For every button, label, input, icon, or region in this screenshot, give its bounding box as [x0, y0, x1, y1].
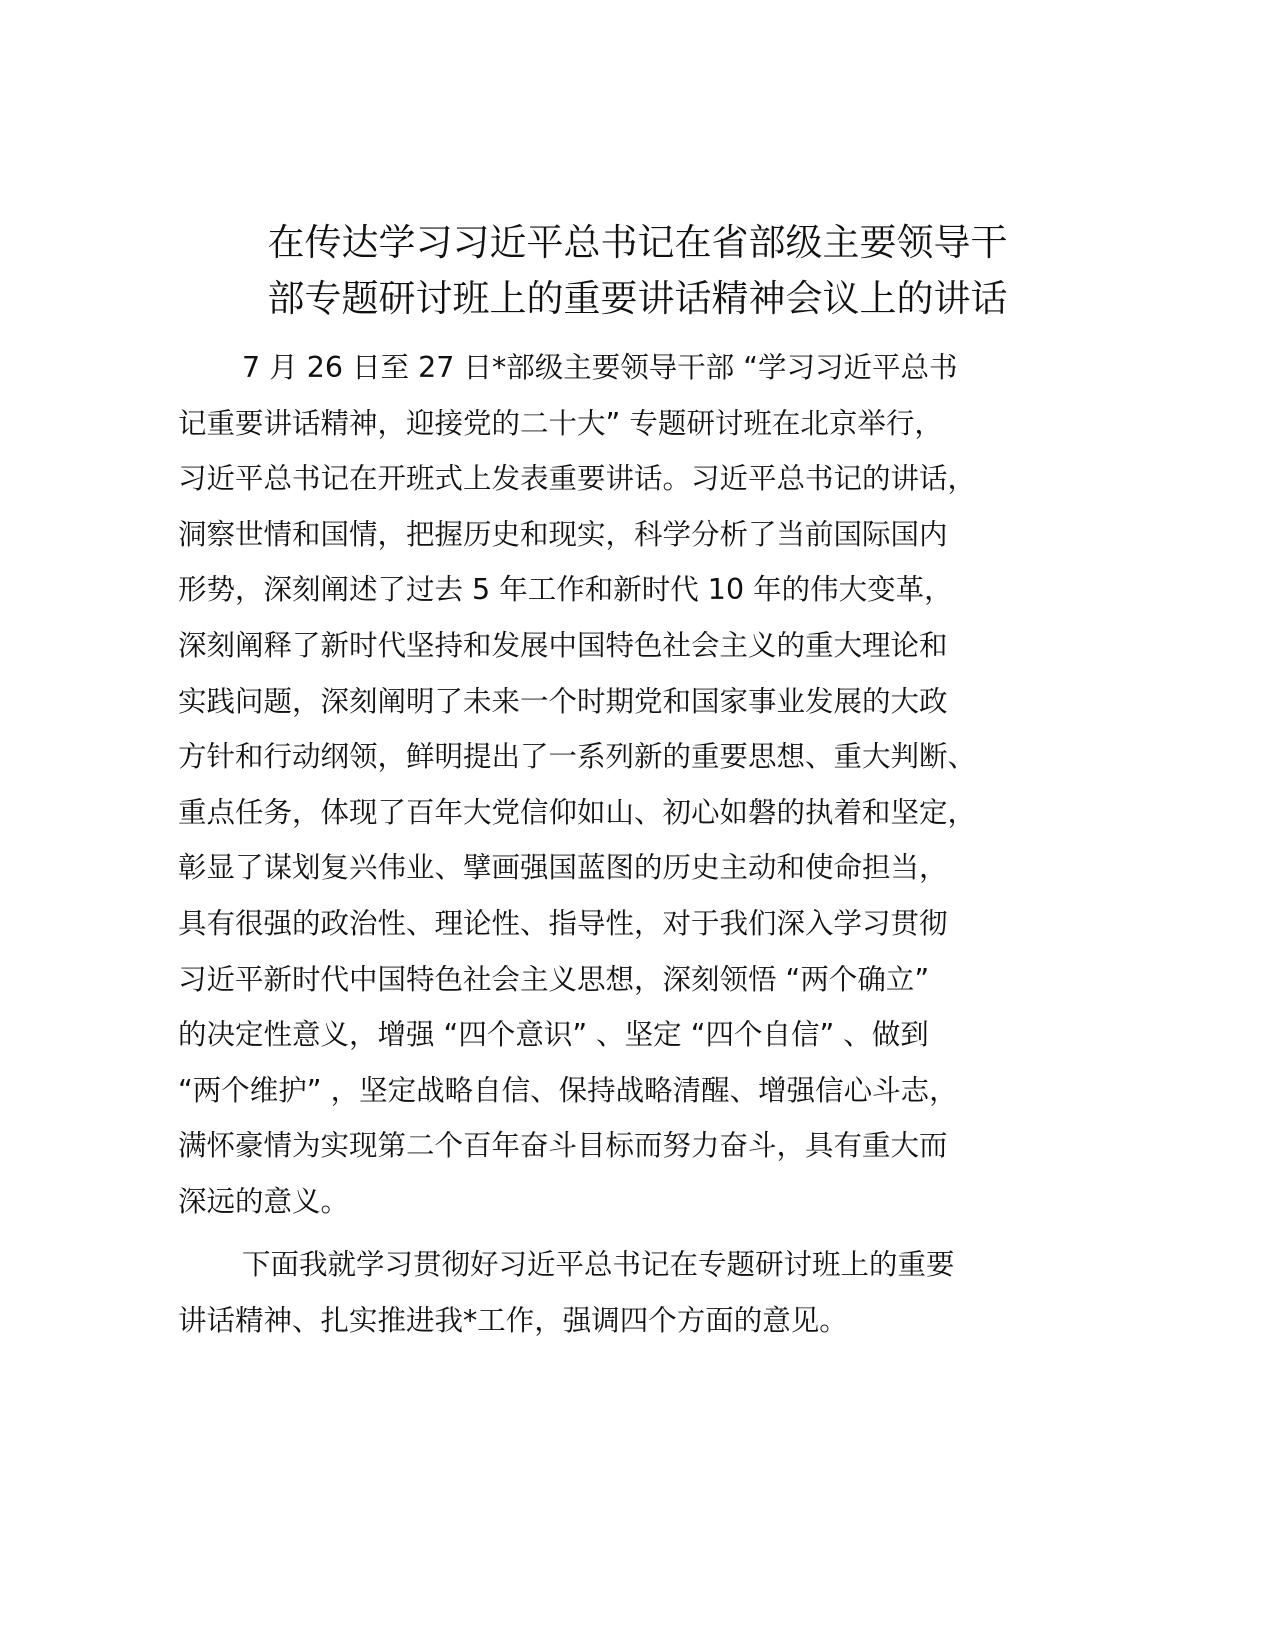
paragraph-line: 的决定性意义，增强 “四个意识” 、坚定 “四个自信” 、做到 [178, 1018, 929, 1052]
paragraph-line: 深远的意义。 [178, 1184, 350, 1218]
title-line: 部专题研讨班上的重要讲话精神会议上的讲话 [267, 277, 1008, 320]
paragraph-line: 习近平新时代中国特色社会主义思想，深刻领悟 “两个确立” [178, 962, 930, 996]
paragraph-line: 讲话精神、扎实推进我*工作，强调四个方面的意见。 [178, 1303, 848, 1337]
paragraph-line: 具有很强的政治性、理论性、指导性，对于我们深入学习贯彻 [178, 906, 948, 940]
paragraph-line: 形势，深刻阐述了过去 5 年工作和新时代 10 年的伟大变革， [178, 573, 953, 607]
document-title [0, 215, 1275, 327]
paragraph-line: 彰显了谋划复兴伟业、擘画强国蓝图的历史主动和使命担当， [178, 851, 948, 885]
paragraph-line: 记重要讲话精神，迎接党的二十大” 专题研讨班在北京举行， [178, 406, 943, 440]
paragraph-line: 深刻阐释了新时代坚持和发展中国特色社会主义的重大理论和 [178, 628, 948, 662]
paragraph-line: 7 月 26 日至 27 日*部级主要领导干部 “学习习近平总书 [242, 351, 958, 384]
paragraph-line: “两个维护” ，坚定战略自信、保持战略清醒、增强信心斗志， [178, 1073, 958, 1107]
paragraph-line: 实践问题，深刻阐明了未来一个时期党和国家事业发展的大政 [178, 684, 948, 718]
paragraph-line: 下面我就学习贯彻好习近平总书记在专题研讨班上的重要 [242, 1248, 955, 1281]
paragraph-2 [178, 1237, 955, 1348]
paragraph-line: 重点任务，体现了百年大党信仰如山、初心如磐的执着和坚定， [178, 795, 977, 829]
paragraph-line: 方针和行动纲领，鲜明提出了一系列新的重要思想、重大判断、 [178, 740, 977, 774]
paragraph-line: 满怀豪情为实现第二个百年奋斗目标而努力奋斗，具有重大而 [178, 1129, 948, 1163]
paragraph-line: 习近平总书记在开班式上发表重要讲话。习近平总书记的讲话， [178, 462, 977, 496]
title-line: 在传达学习习近平总书记在省部级主要领导干 [267, 221, 1008, 264]
paragraph-1 [178, 340, 1078, 1230]
paragraph-line: 洞察世情和国情，把握历史和现实，科学分析了当前国际国内 [178, 517, 948, 551]
